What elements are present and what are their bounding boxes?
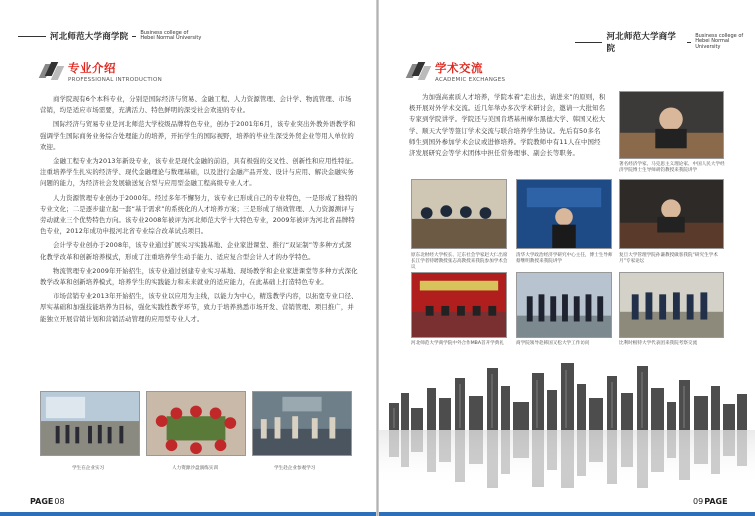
caption: 人力资源沙盘演练实训 <box>172 466 218 471</box>
section-logo-icon <box>40 60 62 82</box>
header-subtitle: Business college of Hebei Normal University <box>695 32 744 50</box>
section-title: 学术交流 <box>435 61 483 75</box>
header-title: 河北师范大学商学院 <box>50 32 129 42</box>
photo-company-visit <box>252 391 352 456</box>
photo-belgium-delegation <box>619 272 724 338</box>
photo-korea-visit <box>516 272 612 338</box>
left-header <box>18 30 201 42</box>
caption: 复旦大学管理学院孙谦教授做客我院“研究生学术月”专家论坛 <box>619 253 718 264</box>
paragraph: 人力资源管理专业创办于2000年。经过多年不懈努力，该专业已形成自己的专业特色，一是形成了独特的专业文化；二是逐步建立起一套“基于需求”的系统化的人才培养方案；三是形成了绩效管理、人力资源测评与劳动就业三个优势特色方向。该专业2008年被评为河北师范大学十大特色专业，2009年被评为河北省品牌特色专业，2012年成功申报河北省专业综合改革试点项目。 <box>40 193 358 236</box>
caption: 清华大学政治经济学研究中心主任，博士生导师蔡继明教授来我院讲学 <box>516 253 613 264</box>
photo-forum-sun <box>619 179 724 249</box>
page-number: 09 PAGE <box>693 497 728 506</box>
caption: 比利时根特大学代表团来我院考察交流 <box>619 341 698 346</box>
footer-bar <box>0 512 376 516</box>
caption: 著名经济学家、马克思主义理论家、中国人民大学经济学院博士生导师胡钧教授来我院讲学 <box>619 162 725 173</box>
photo-hr-training <box>146 391 246 456</box>
caption: 学生在企业实习 <box>72 466 105 471</box>
right-section-heading <box>407 60 505 83</box>
section-subtitle: PROFESSIONAL INTRODUCTION <box>68 77 163 83</box>
photo-conference <box>411 179 507 249</box>
header-subtitle: Business college of Hebei Normal University <box>140 29 202 41</box>
photo-lecture-hu-jun <box>619 91 724 159</box>
section-logo-icon <box>407 60 429 82</box>
left-section-heading <box>40 60 162 83</box>
paragraph: 商学院现有6个本科专业，分别是国际经济与贸易、金融工程、人力资源管理、会计学、物流管理、市场营销，均是适应市场需要，充满活力、特色鲜明的深受社会欢迎的专业。 <box>40 95 352 115</box>
photo-internship <box>40 391 140 456</box>
left-body-text <box>40 94 358 328</box>
section-title: 专业介绍 <box>68 61 116 75</box>
paragraph: 会计学专业创办于2008年，该专业通过扩展实习实践基地、企业家进课堂、推行“双证制”等多种方式深化教学改革和创新培养模式，形成了注重培养学生动手能力、适应复合型会计人才的办学特色。 <box>40 241 352 261</box>
paragraph: 国际经济与贸易专业是河北师范大学校级品牌特色专业，创办于2001年6月，该专业突出外教外语教学和强调学生国际商务业务综合处理能力的培养，开拓学生的国际视野，培养的毕业生深受外贸企业等用人单位的欢迎。 <box>40 120 356 151</box>
right-page <box>379 0 755 516</box>
footer-bar <box>379 512 755 516</box>
caption: 学生赴企业参观学习 <box>274 466 316 471</box>
photo-lecture-cai <box>516 179 612 249</box>
section-subtitle: ACADEMIC EXCHANGES <box>435 77 506 83</box>
page-number: PAGE 08 <box>30 497 65 506</box>
paragraph: 市场营销专业2013年开始招生，该专业以应用为主线，以能力为中心，精选教学内容，以拓宽专业口径、厚实基础和加强技能培养为目标，强化实践性教学环节，致力于培养熟悉市场开发、营销管理、项目推广，并能独立开展营销计划和营销活动管理的应用型专业人才。 <box>40 292 358 323</box>
paragraph: 为加强高素质人才培养，学院本着“走出去，请进来”的原则，积极开展对外学术交流。近几年举办多次学术研讨会，邀请一大批知名专家到学院讲学。学院还与美国肯塔基州摩尔黑德大学、韩国又松大学、顺天大学等签订学术交流与联合培养学生协议。先后有50多名师生到国外参加学术会议或进修培养。学院教师中有11人在中国经济发展研究会等学术团体中担任常务理事、副会长等职务。 <box>409 93 606 158</box>
left-page <box>0 0 376 516</box>
paragraph: 金融工程专业为2013年新设专业，该专业是现代金融的前沿，具有极强的交叉性、创新性和应用性特征。注重培养学生扎实的经济学、现代金融理论与数理基础，以及进行金融产品开发、设计与应用、解决金融实务问题的能力，为经济社会发展输送复合型与应用型金融工程高级专业人才。 <box>40 157 358 188</box>
header-title: 河北师范大学商学院 <box>606 32 677 54</box>
right-header <box>575 30 755 54</box>
right-body-text <box>409 92 607 162</box>
photo-mba-ceremony <box>411 272 507 338</box>
caption: 原东北财经大学校长、辽东社会学家赵大仁出席长江学者特聘教授张志高教授来我院参加学术会议 <box>411 253 508 270</box>
caption: 河北师范大学商学院中外合作MBA首开学典礼 <box>411 341 504 346</box>
city-skyline-graphic <box>379 358 755 488</box>
paragraph: 物流管理专业2009年开始招生，该专业通过创建专业实习基地、现场教学和企业家进课堂等多种方式深化教学改革和创新培养模式，培养学生的实践能力和未来就业的适应能力，在此基础上打造特色专业。 <box>40 266 358 287</box>
caption: 商学院领导赴韩国又松大学工作访问 <box>516 341 590 346</box>
